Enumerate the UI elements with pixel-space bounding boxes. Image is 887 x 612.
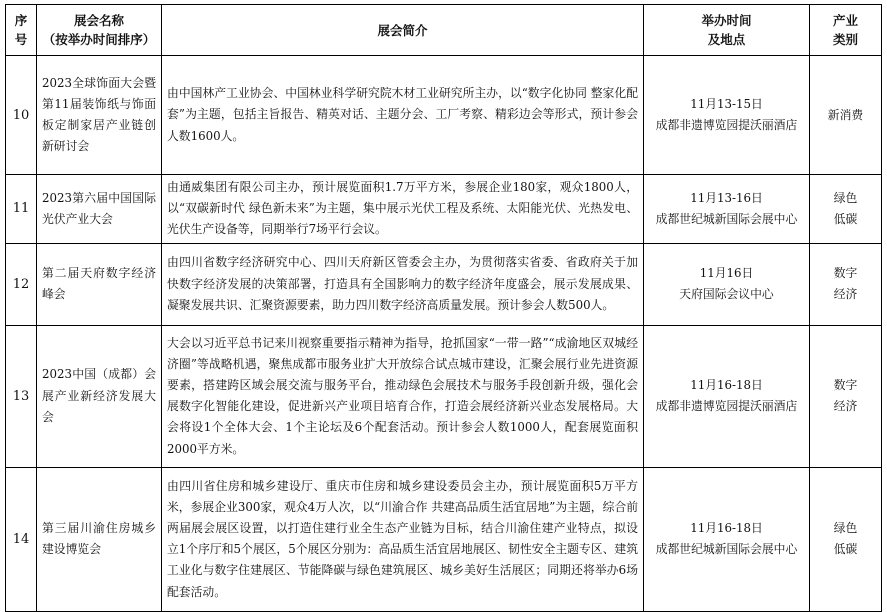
exhibition-table (5, 4, 882, 612)
header-desc: 展会简介 (162, 5, 644, 56)
row-time (644, 243, 810, 325)
table-row (6, 467, 882, 611)
header-name (37, 5, 162, 56)
header-time (644, 5, 810, 56)
row-category-line-1: 数字 (833, 266, 858, 281)
row-time-venue: 成都世纪城新国际会展中心 (655, 542, 798, 557)
header-name-line-2: （按举办时间排序） (42, 32, 156, 47)
row-category-line-1: 绿色 (833, 521, 858, 536)
row-time-date: 11月13-16日 (690, 190, 763, 205)
row-time-date: 11月16日 (699, 266, 754, 281)
header-category-line-2: 类别 (832, 32, 858, 47)
header-category (810, 5, 882, 56)
row-no: 14 (6, 467, 37, 611)
row-desc: 由四川省住房和城乡建设厅、重庆市住房和城乡建设委员会主办，预计展览面积5万平方米，参展企业300家，观众4万人次，以“川渝合作 共建高品质生活宜居地”为主题，综合前两届展会展区设置，以打造住建行业全生态产业链为目标，结合川渝住建产业特点，拟设立1个序厅和5个展区，5个展区分别为：高品质生活宜居地展区、韧性安全主题专区、建筑工业化与数字住建展区、节能降碳与绿色建筑展区、城乡美好生活展区；同期还将举办6场配套活动。 (162, 467, 644, 611)
row-name: 第三届川渝住房城乡建设博览会 (37, 467, 162, 611)
row-desc: 大会以习近平总书记来川视察重要指示精神为指导，抢抓国家“一带一路”“成渝地区双城经济圈”等战略机遇，聚焦成都市服务业扩大开放综合试点城市建设，汇聚会展行业先进资源要素，搭建跨区域会展交流与服务平台，推动绿色会展技术与服务手段创新升级，强化会展数字化智能化建设，促进新兴产业项目培育合作，打造会展经济新兴业态发展格局。大会将设1个全体大会、1个主论坛及6个配套活动。预计参会人数1000人，配套展览面积2000平方米。 (162, 325, 644, 467)
row-time-date: 11月16-18日 (690, 521, 763, 536)
row-category-line-1: 数字 (833, 378, 858, 393)
header-time-line-2: 及地点 (707, 32, 746, 47)
row-no: 10 (6, 56, 37, 175)
row-category-line-1: 绿色 (833, 190, 858, 205)
row-no: 13 (6, 325, 37, 467)
header-time-line-1: 举办时间 (701, 13, 752, 28)
row-time-date: 11月16-18日 (690, 378, 763, 393)
row-category-line-2: 经济 (833, 287, 858, 302)
row-category-line-2: 低碳 (833, 542, 858, 557)
row-time-venue: 成都世纪城新国际会展中心 (655, 211, 798, 226)
row-time (644, 175, 810, 244)
row-name: 2023全球饰面大会暨第11届装饰纸与饰面板定制家居产业链创新研讨会 (37, 56, 162, 175)
table-row (6, 56, 882, 175)
row-category-line-1: 新消费 (827, 107, 864, 122)
row-desc: 由四川省数字经济研究中心、四川天府新区管委会主办，为贯彻落实省委、省政府关于加快数字经济发展的决策部署，打造具有全国影响力的数字经济年度盛会，展示发展成果、凝聚发展共识、汇聚资源要素，助力四川数字经济高质量发展。预计参会人数500人。 (162, 243, 644, 325)
row-time (644, 325, 810, 467)
row-time-date: 11月13-15日 (690, 97, 763, 111)
table-row (6, 325, 882, 467)
row-category (810, 56, 882, 175)
row-time-venue: 成都非遗博览园提沃丽酒店 (655, 118, 798, 132)
row-name: 2023第六届中国国际光伏产业大会 (37, 175, 162, 244)
header-row (6, 5, 882, 56)
header-no-line-1: 序 (14, 13, 28, 28)
row-time (644, 56, 810, 175)
row-name: 第二届天府数字经济峰会 (37, 243, 162, 325)
header-category-line-1: 产业 (832, 13, 858, 28)
row-time-venue: 成都非遗博览园提沃丽酒店 (655, 399, 798, 414)
row-desc: 由通威集团有限公司主办，预计展览面积1.7万平方米，参展企业180家，观众1800人，以“双碳新时代 绿色新未来”为主题，集中展示光伏工程及系统、太阳能光伏、光热发电、光伏生产设备等，同期举行7场平行会议。 (162, 175, 644, 244)
row-time-venue: 天府国际会议中心 (679, 287, 774, 302)
row-category-line-2: 经济 (833, 399, 858, 414)
row-category (810, 175, 882, 244)
header-name-line-1: 展会名称 (73, 13, 124, 28)
row-category (810, 325, 882, 467)
row-category (810, 243, 882, 325)
row-no: 12 (6, 243, 37, 325)
row-category (810, 467, 882, 611)
header-no (6, 5, 37, 56)
header-no-line-2: 号 (14, 32, 28, 47)
row-name: 2023中国（成都）会展产业新经济发展大会 (37, 325, 162, 467)
table-row (6, 243, 882, 325)
row-time (644, 467, 810, 611)
row-desc: 由中国林产工业协会、中国林业科学研究院木材工业研究所主办，以“数字化协同 整家化配套”为主题，包括主旨报告、精英对话、主题分会、工厂考察、精彩边会等形式，预计参会人数1600人。 (162, 56, 644, 175)
table-row (6, 175, 882, 244)
row-no: 11 (6, 175, 37, 244)
row-category-line-2: 低碳 (833, 211, 858, 226)
